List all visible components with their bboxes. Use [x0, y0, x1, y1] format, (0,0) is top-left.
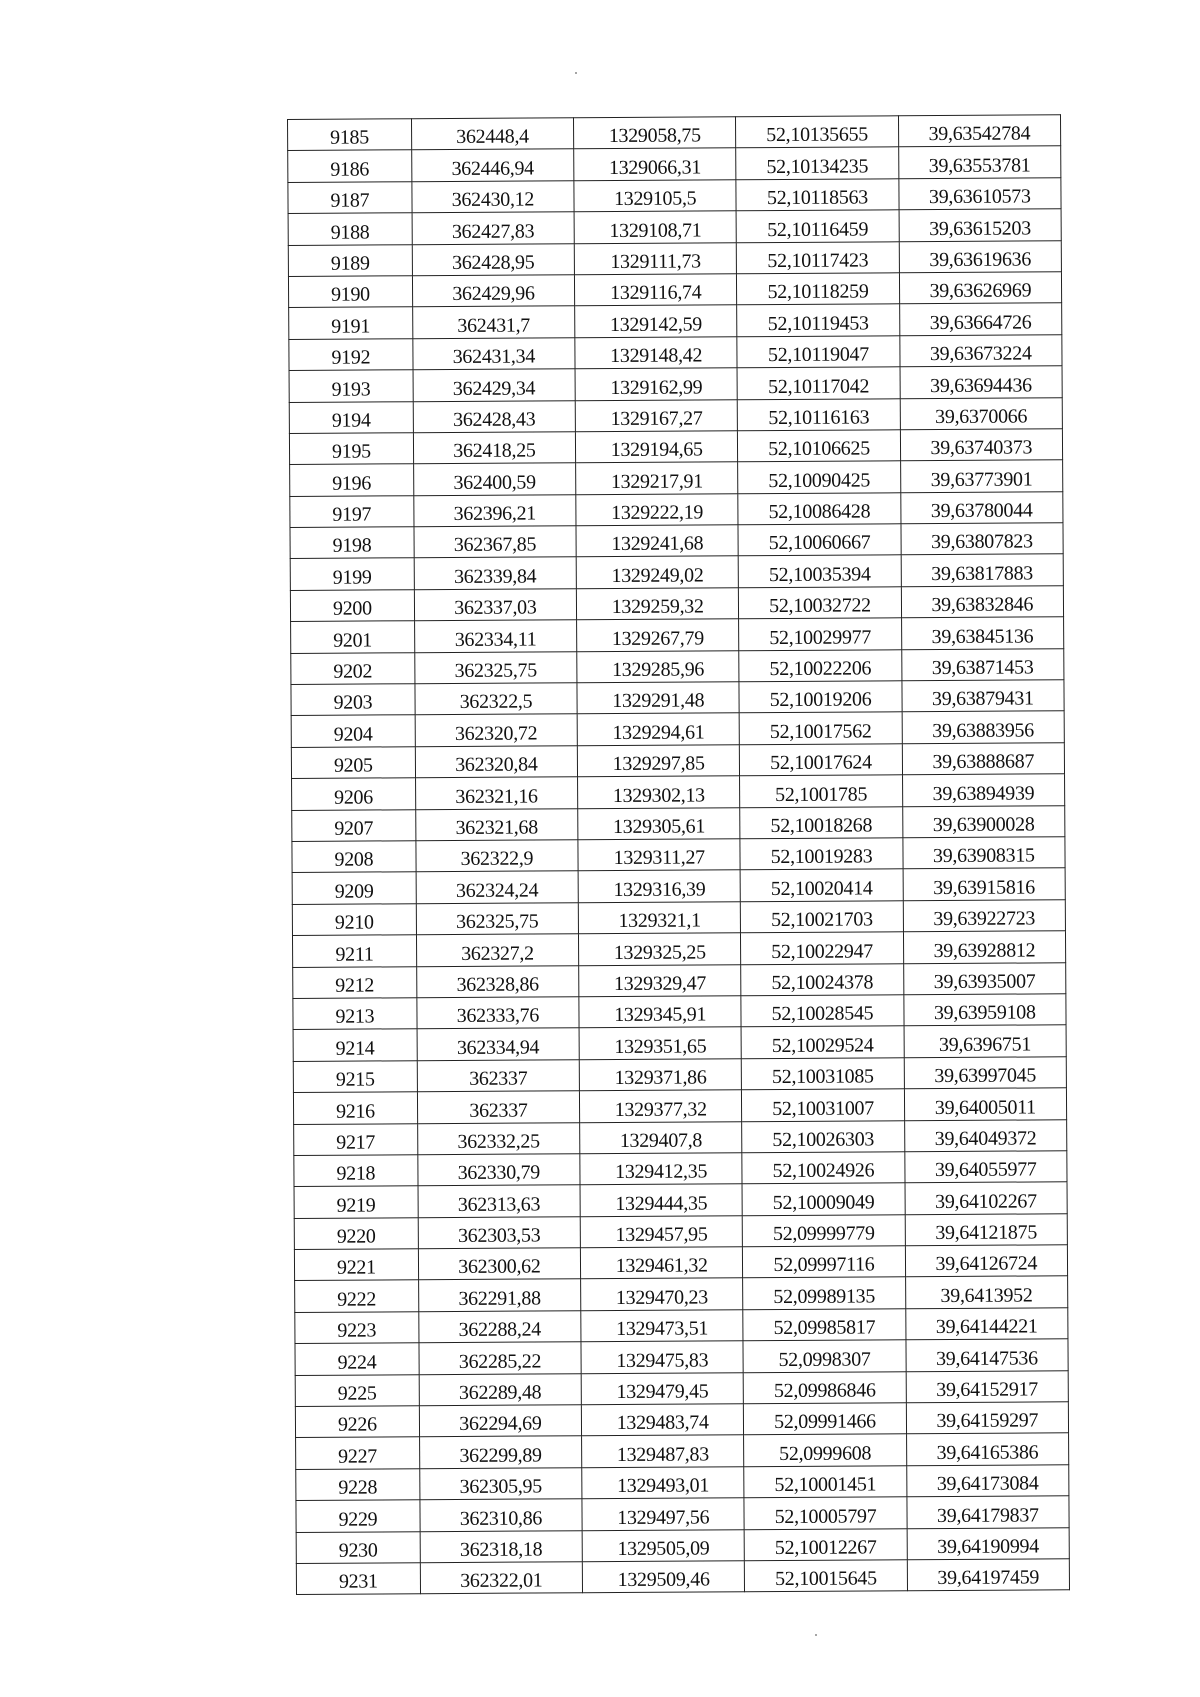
longitude-cell: 39,63879431	[902, 680, 1065, 712]
point-number-cell: 9231	[296, 1563, 420, 1595]
y-coordinate-cell: 1329497,56	[582, 1498, 744, 1530]
longitude-cell: 39,63922723	[903, 900, 1066, 932]
point-number-cell: 9217	[294, 1123, 418, 1155]
latitude-cell: 52,10019283	[740, 838, 902, 870]
table-row	[296, 1527, 1069, 1563]
table-row	[296, 1496, 1069, 1532]
y-coordinate-cell: 1329058,75	[574, 117, 736, 149]
y-coordinate-cell: 1329475,83	[581, 1341, 743, 1373]
point-number-cell: 9203	[291, 684, 415, 716]
longitude-cell: 39,63817883	[901, 554, 1064, 586]
table-row	[292, 900, 1065, 936]
point-number-cell: 9216	[293, 1092, 417, 1124]
point-number-cell: 9186	[288, 150, 412, 182]
table-row	[292, 931, 1065, 967]
longitude-cell: 39,63807823	[901, 523, 1064, 555]
table-row	[291, 743, 1064, 779]
y-coordinate-cell: 1329444,35	[580, 1184, 742, 1216]
latitude-cell: 52,10118259	[737, 273, 899, 305]
latitude-cell: 52,10012267	[744, 1528, 906, 1560]
latitude-cell: 52,10118563	[736, 179, 898, 211]
table-row	[294, 1151, 1067, 1187]
x-coordinate-cell: 362322,01	[420, 1562, 582, 1594]
x-coordinate-cell: 362396,21	[414, 494, 576, 526]
x-coordinate-cell: 362429,96	[412, 275, 574, 307]
x-coordinate-cell: 362294,69	[419, 1405, 581, 1437]
point-number-cell: 9228	[296, 1469, 420, 1501]
latitude-cell: 52,10019206	[739, 681, 901, 713]
point-number-cell: 9194	[289, 401, 413, 433]
latitude-cell: 52,10116459	[736, 210, 898, 242]
y-coordinate-cell: 1329167,27	[575, 399, 737, 431]
x-coordinate-cell: 362330,79	[418, 1154, 580, 1186]
x-coordinate-cell: 362431,7	[412, 306, 574, 338]
longitude-cell: 39,64152917	[906, 1370, 1069, 1402]
point-number-cell: 9223	[295, 1312, 419, 1344]
table-row	[296, 1559, 1069, 1595]
x-coordinate-cell: 362418,25	[413, 432, 575, 464]
table-row	[289, 303, 1062, 339]
x-coordinate-cell: 362337	[417, 1059, 579, 1091]
y-coordinate-cell: 1329316,39	[578, 870, 740, 902]
latitude-cell: 52,10021703	[741, 901, 903, 933]
point-number-cell: 9213	[293, 998, 417, 1030]
coordinates-table-body	[288, 115, 1070, 1595]
x-coordinate-cell: 362430,12	[412, 181, 574, 213]
table-row	[289, 366, 1062, 402]
longitude-cell: 39,63673224	[899, 335, 1062, 367]
y-coordinate-cell: 1329407,8	[580, 1121, 742, 1153]
x-coordinate-cell: 362303,53	[418, 1216, 580, 1248]
table-row	[292, 868, 1065, 904]
latitude-cell: 52,10106625	[738, 430, 900, 462]
latitude-cell: 52,10026303	[742, 1120, 904, 1152]
y-coordinate-cell: 1329321,1	[578, 902, 740, 934]
table-row	[288, 272, 1061, 308]
table-row	[292, 805, 1065, 841]
x-coordinate-cell: 362367,85	[414, 526, 576, 558]
point-number-cell: 9222	[295, 1280, 419, 1312]
latitude-cell: 52,10135655	[736, 116, 898, 148]
table-row	[290, 460, 1063, 496]
y-coordinate-cell: 1329222,19	[576, 493, 738, 525]
y-coordinate-cell: 1329105,5	[574, 180, 736, 212]
longitude-cell: 39,63832846	[901, 586, 1064, 618]
longitude-cell: 39,63935007	[903, 962, 1066, 994]
x-coordinate-cell: 362427,83	[412, 212, 574, 244]
longitude-cell: 39,63900028	[902, 805, 1065, 837]
longitude-cell: 39,6396751	[904, 1025, 1067, 1057]
longitude-cell: 39,63845136	[901, 617, 1064, 649]
latitude-cell: 52,10060667	[738, 524, 900, 556]
latitude-cell: 52,09989135	[743, 1277, 905, 1309]
x-coordinate-cell: 362321,16	[415, 777, 577, 809]
longitude-cell: 39,63740373	[900, 429, 1063, 461]
latitude-cell: 52,10024378	[741, 963, 903, 995]
latitude-cell: 52,09985817	[743, 1309, 905, 1341]
point-number-cell: 9215	[293, 1060, 417, 1092]
y-coordinate-cell: 1329217,91	[576, 462, 738, 494]
latitude-cell: 52,10134235	[736, 147, 898, 179]
y-coordinate-cell: 1329305,61	[578, 807, 740, 839]
y-coordinate-cell: 1329142,59	[575, 305, 737, 337]
point-number-cell: 9196	[290, 464, 414, 496]
longitude-cell: 39,64121875	[905, 1213, 1068, 1245]
x-coordinate-cell: 362288,24	[419, 1311, 581, 1343]
point-number-cell: 9188	[288, 213, 412, 245]
longitude-cell: 39,64126724	[905, 1245, 1068, 1277]
point-number-cell: 9201	[291, 621, 415, 653]
longitude-cell: 39,64197459	[907, 1559, 1070, 1591]
x-coordinate-cell: 362446,94	[411, 149, 573, 181]
y-coordinate-cell: 1329194,65	[575, 431, 737, 463]
table-row	[293, 1056, 1066, 1092]
latitude-cell: 52,10086428	[738, 492, 900, 524]
x-coordinate-cell: 362327,2	[416, 934, 578, 966]
table-row	[295, 1276, 1068, 1312]
latitude-cell: 52,10032722	[739, 587, 901, 619]
longitude-cell: 39,63664726	[899, 303, 1062, 335]
point-number-cell: 9204	[291, 715, 415, 747]
x-coordinate-cell: 362310,86	[420, 1499, 582, 1531]
table-row	[289, 429, 1062, 465]
latitude-cell: 52,10116163	[738, 398, 900, 430]
point-number-cell: 9219	[294, 1186, 418, 1218]
longitude-cell: 39,63997045	[904, 1056, 1067, 1088]
point-number-cell: 9195	[289, 433, 413, 465]
table-row	[294, 1182, 1067, 1218]
x-coordinate-cell: 362321,68	[415, 808, 577, 840]
y-coordinate-cell: 1329371,86	[579, 1058, 741, 1090]
x-coordinate-cell: 362328,86	[416, 965, 578, 997]
latitude-cell: 52,10035394	[739, 555, 901, 587]
y-coordinate-cell: 1329487,83	[582, 1435, 744, 1467]
latitude-cell: 52,10020414	[740, 869, 902, 901]
x-coordinate-cell: 362322,5	[415, 683, 577, 715]
latitude-cell: 52,10031085	[742, 1057, 904, 1089]
x-coordinate-cell: 362322,9	[416, 840, 578, 872]
x-coordinate-cell: 362400,59	[413, 463, 575, 495]
longitude-cell: 39,63915816	[903, 868, 1066, 900]
table-row	[292, 774, 1065, 810]
x-coordinate-cell: 362332,25	[417, 1122, 579, 1154]
longitude-cell: 39,64159297	[906, 1402, 1069, 1434]
longitude-cell: 39,63928812	[903, 931, 1066, 963]
longitude-cell: 39,63626969	[899, 272, 1062, 304]
scan-speck	[575, 72, 577, 74]
point-number-cell: 9229	[296, 1500, 420, 1532]
point-number-cell: 9226	[295, 1406, 419, 1438]
x-coordinate-cell: 362320,84	[415, 746, 577, 778]
x-coordinate-cell: 362285,22	[419, 1342, 581, 1374]
point-number-cell: 9198	[290, 527, 414, 559]
x-coordinate-cell: 362333,76	[417, 997, 579, 1029]
point-number-cell: 9224	[295, 1343, 419, 1375]
point-number-cell: 9193	[289, 370, 413, 402]
table-row	[293, 1088, 1066, 1124]
longitude-cell: 39,63610573	[899, 178, 1062, 210]
table-row	[291, 617, 1064, 653]
y-coordinate-cell: 1329351,65	[579, 1027, 741, 1059]
point-number-cell: 9197	[290, 495, 414, 527]
longitude-cell: 39,63619636	[899, 240, 1062, 272]
latitude-cell: 52,10022206	[739, 649, 901, 681]
x-coordinate-cell: 362320,72	[415, 714, 577, 746]
point-number-cell: 9218	[294, 1155, 418, 1187]
longitude-cell: 39,64005011	[904, 1088, 1067, 1120]
longitude-cell: 39,63908315	[903, 837, 1066, 869]
longitude-cell: 39,63894939	[902, 774, 1065, 806]
longitude-cell: 39,63542784	[898, 115, 1061, 147]
x-coordinate-cell: 362337,03	[414, 589, 576, 621]
point-number-cell: 9202	[291, 652, 415, 684]
y-coordinate-cell: 1329241,68	[576, 525, 738, 557]
table-row	[295, 1370, 1068, 1406]
point-number-cell: 9221	[294, 1249, 418, 1281]
latitude-cell: 52,10009049	[742, 1183, 904, 1215]
longitude-cell: 39,64165386	[906, 1433, 1069, 1465]
table-row	[294, 1119, 1067, 1155]
table-row	[291, 711, 1064, 747]
table-row	[289, 335, 1062, 371]
table-row	[296, 1433, 1069, 1469]
point-number-cell: 9225	[295, 1374, 419, 1406]
y-coordinate-cell: 1329111,73	[574, 242, 736, 274]
y-coordinate-cell: 1329148,42	[575, 336, 737, 368]
x-coordinate-cell: 362313,63	[418, 1185, 580, 1217]
latitude-cell: 52,0998307	[743, 1340, 905, 1372]
x-coordinate-cell: 362448,4	[411, 118, 573, 150]
x-coordinate-cell: 362325,75	[416, 903, 578, 935]
y-coordinate-cell: 1329479,45	[581, 1372, 743, 1404]
longitude-cell: 39,63883956	[902, 711, 1065, 743]
longitude-cell: 39,64049372	[904, 1119, 1067, 1151]
point-number-cell: 9227	[296, 1437, 420, 1469]
latitude-cell: 52,10018268	[740, 806, 902, 838]
latitude-cell: 52,10024926	[742, 1152, 904, 1184]
y-coordinate-cell: 1329345,91	[579, 996, 741, 1028]
y-coordinate-cell: 1329291,48	[577, 682, 739, 714]
y-coordinate-cell: 1329259,32	[576, 588, 738, 620]
y-coordinate-cell: 1329509,46	[582, 1561, 744, 1593]
coordinates-table	[287, 114, 1070, 1595]
table-row	[293, 962, 1066, 998]
longitude-cell: 39,64144221	[905, 1308, 1068, 1340]
longitude-cell: 39,64173084	[906, 1465, 1069, 1497]
point-number-cell: 9199	[290, 558, 414, 590]
x-coordinate-cell: 362305,95	[419, 1468, 581, 1500]
longitude-cell: 39,63773901	[900, 460, 1063, 492]
point-number-cell: 9206	[292, 778, 416, 810]
table-row	[294, 1213, 1067, 1249]
latitude-cell: 52,10017624	[740, 744, 902, 776]
y-coordinate-cell: 1329457,95	[580, 1215, 742, 1247]
point-number-cell: 9230	[296, 1531, 420, 1563]
table-row	[288, 146, 1061, 182]
latitude-cell: 52,09997116	[743, 1246, 905, 1278]
table-row	[290, 523, 1063, 559]
point-number-cell: 9212	[293, 966, 417, 998]
x-coordinate-cell: 362337	[417, 1091, 579, 1123]
y-coordinate-cell: 1329470,23	[581, 1278, 743, 1310]
longitude-cell: 39,6413952	[905, 1276, 1068, 1308]
latitude-cell: 52,10117042	[737, 367, 899, 399]
latitude-cell: 52,10090425	[738, 461, 900, 493]
table-row	[295, 1339, 1068, 1375]
y-coordinate-cell: 1329505,09	[582, 1529, 744, 1561]
y-coordinate-cell: 1329377,32	[579, 1090, 741, 1122]
y-coordinate-cell: 1329285,96	[577, 650, 739, 682]
x-coordinate-cell: 362325,75	[415, 651, 577, 683]
table-row	[296, 1465, 1069, 1501]
y-coordinate-cell: 1329325,25	[579, 933, 741, 965]
longitude-cell: 39,63888687	[902, 743, 1065, 775]
latitude-cell: 52,10117423	[737, 241, 899, 273]
point-number-cell: 9207	[292, 809, 416, 841]
point-number-cell: 9208	[292, 841, 416, 873]
point-number-cell: 9190	[288, 276, 412, 308]
point-number-cell: 9191	[289, 307, 413, 339]
table-row	[289, 397, 1062, 433]
point-number-cell: 9210	[292, 903, 416, 935]
y-coordinate-cell: 1329267,79	[577, 619, 739, 651]
latitude-cell: 52,10119453	[737, 304, 899, 336]
y-coordinate-cell: 1329412,35	[580, 1153, 742, 1185]
latitude-cell: 52,10031007	[742, 1089, 904, 1121]
table-row	[290, 491, 1063, 527]
point-number-cell: 9189	[288, 244, 412, 276]
longitude-cell: 39,64147536	[906, 1339, 1069, 1371]
longitude-cell: 39,64102267	[905, 1182, 1068, 1214]
table-row	[295, 1402, 1068, 1438]
y-coordinate-cell: 1329473,51	[581, 1310, 743, 1342]
x-coordinate-cell: 362431,34	[413, 337, 575, 369]
table-row	[292, 837, 1065, 873]
latitude-cell: 52,1001785	[740, 775, 902, 807]
latitude-cell: 52,09991466	[744, 1403, 906, 1435]
longitude-cell: 39,64179837	[907, 1496, 1070, 1528]
latitude-cell: 52,10022947	[741, 932, 903, 964]
y-coordinate-cell: 1329116,74	[575, 274, 737, 306]
point-number-cell: 9214	[293, 1029, 417, 1061]
y-coordinate-cell: 1329066,31	[574, 148, 736, 180]
point-number-cell: 9187	[288, 182, 412, 214]
x-coordinate-cell: 362428,95	[412, 243, 574, 275]
x-coordinate-cell: 362291,88	[418, 1279, 580, 1311]
y-coordinate-cell: 1329294,61	[577, 713, 739, 745]
table-row	[295, 1308, 1068, 1344]
x-coordinate-cell: 362334,94	[417, 1028, 579, 1060]
table-row	[288, 240, 1061, 276]
latitude-cell: 52,10029524	[741, 1026, 903, 1058]
x-coordinate-cell: 362428,43	[413, 400, 575, 432]
longitude-cell: 39,63959108	[904, 994, 1067, 1026]
point-number-cell: 9209	[292, 872, 416, 904]
latitude-cell: 52,0999608	[744, 1434, 906, 1466]
table-row	[293, 994, 1066, 1030]
table-row	[294, 1245, 1067, 1281]
latitude-cell: 52,09986846	[744, 1371, 906, 1403]
scan-speck	[815, 1634, 817, 1636]
x-coordinate-cell: 362318,18	[420, 1530, 582, 1562]
latitude-cell: 52,10017562	[739, 712, 901, 744]
x-coordinate-cell: 362299,89	[419, 1436, 581, 1468]
x-coordinate-cell: 362300,62	[418, 1248, 580, 1280]
longitude-cell: 39,63871453	[901, 648, 1064, 680]
x-coordinate-cell: 362324,24	[416, 871, 578, 903]
longitude-cell: 39,64190994	[907, 1527, 1070, 1559]
latitude-cell: 52,10001451	[744, 1466, 906, 1498]
y-coordinate-cell: 1329493,01	[582, 1467, 744, 1499]
y-coordinate-cell: 1329108,71	[574, 211, 736, 243]
point-number-cell: 9185	[288, 119, 412, 151]
latitude-cell: 52,10005797	[744, 1497, 906, 1529]
point-number-cell: 9192	[289, 338, 413, 370]
longitude-cell: 39,63780044	[900, 491, 1063, 523]
table-row	[288, 178, 1061, 214]
table-row	[291, 680, 1064, 716]
point-number-cell: 9220	[294, 1217, 418, 1249]
y-coordinate-cell: 1329311,27	[578, 839, 740, 871]
x-coordinate-cell: 362339,84	[414, 557, 576, 589]
point-number-cell: 9205	[291, 747, 415, 779]
latitude-cell: 52,10119047	[737, 335, 899, 367]
table-row	[290, 554, 1063, 590]
y-coordinate-cell: 1329483,74	[581, 1404, 743, 1436]
y-coordinate-cell: 1329329,47	[579, 964, 741, 996]
latitude-cell: 52,10028545	[741, 995, 903, 1027]
table-row	[291, 648, 1064, 684]
latitude-cell: 52,10029977	[739, 618, 901, 650]
x-coordinate-cell: 362429,34	[413, 369, 575, 401]
point-number-cell: 9211	[292, 935, 416, 967]
x-coordinate-cell: 362334,11	[414, 620, 576, 652]
y-coordinate-cell: 1329162,99	[575, 368, 737, 400]
longitude-cell: 39,64055977	[904, 1151, 1067, 1183]
table-row	[288, 209, 1061, 245]
table-row	[293, 1025, 1066, 1061]
table-row	[290, 586, 1063, 622]
longitude-cell: 39,63615203	[899, 209, 1062, 241]
longitude-cell: 39,63694436	[900, 366, 1063, 398]
latitude-cell: 52,09999779	[743, 1214, 905, 1246]
point-number-cell: 9200	[290, 590, 414, 622]
longitude-cell: 39,63553781	[898, 146, 1061, 178]
y-coordinate-cell: 1329249,02	[576, 556, 738, 588]
longitude-cell: 39,6370066	[900, 397, 1063, 429]
y-coordinate-cell: 1329461,32	[580, 1247, 742, 1279]
latitude-cell: 52,10015645	[745, 1560, 907, 1592]
table-row	[288, 115, 1061, 151]
y-coordinate-cell: 1329302,13	[578, 776, 740, 808]
y-coordinate-cell: 1329297,85	[577, 745, 739, 777]
x-coordinate-cell: 362289,48	[419, 1373, 581, 1405]
